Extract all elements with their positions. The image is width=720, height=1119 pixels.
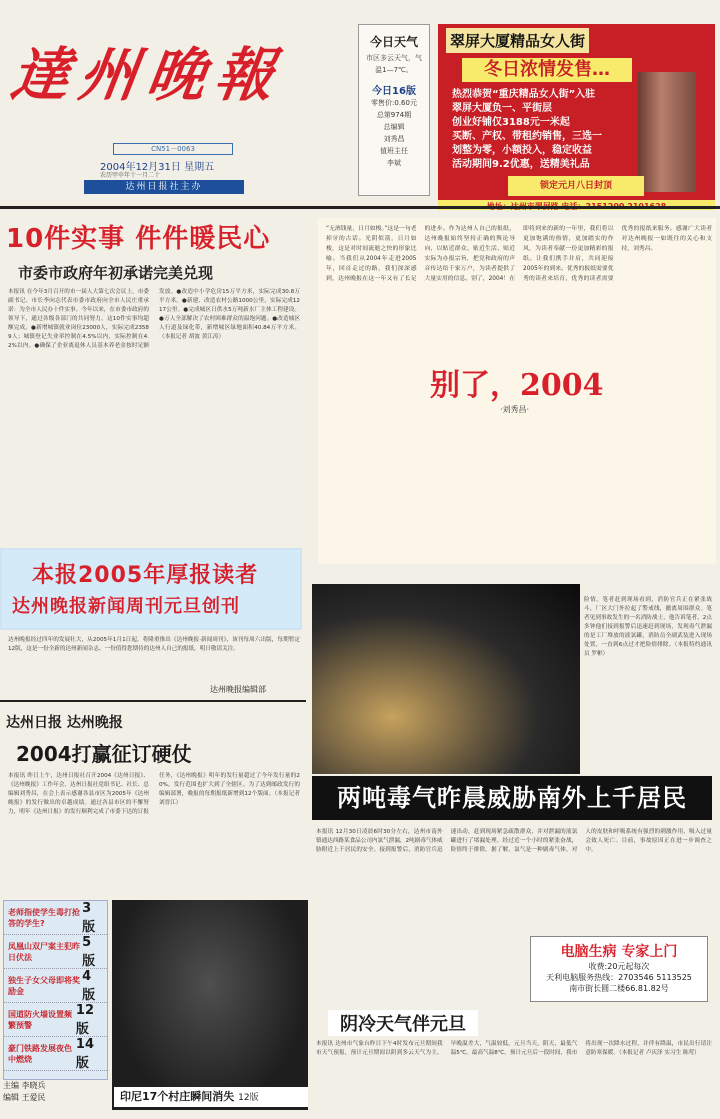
lead-headline[interactable]: 10件实事 件件暖民心 xyxy=(6,224,271,254)
promo-banner[interactable] xyxy=(0,548,302,630)
ad-item: 翠屏大厦负一、平街层 xyxy=(452,103,552,114)
ad-promo: 锁定元月八日封顶 xyxy=(508,176,644,196)
subscribe-kicker: 达州日报 达州晚报 xyxy=(6,715,123,731)
lunar-date: 农历甲申年十一月二十 xyxy=(100,172,161,179)
subscribe-body: 本报讯 昨日上午，达州日报社召开2004《达州日报》、《达州晚报》工作年会，达州日报社党组书记、社长、总编辑刘秀昌，在会上表示感谢各县市区为2005年《达州晚报》的发行做出的卓越成绩。通过各县市区的不懈努力，明年《达州日报》的发行顺利完成了市委下达的订报任务，《达州晚报》明年的发行量超过了今年发行量的20%，发行范围也扩大到了全辖区。为了达到邮政发行的编辑部署，晚报的每期报纸新增到12个版面。（本报记者 刘晋江） xyxy=(8,773,300,815)
index-row[interactable] xyxy=(4,901,107,935)
ad-subheading: 冬日浓情发售… xyxy=(462,58,632,82)
banner-line1: 本报2005年厚报读者 xyxy=(32,563,259,588)
ad-item: 活动期间9.2优惠，送精美礼品 xyxy=(452,159,590,170)
divider xyxy=(0,206,720,209)
subscribe-headline[interactable]: 2004打赢征订硬仗 xyxy=(16,742,192,766)
ad-item: 买断、产权、带租约销售，三选一 xyxy=(452,131,602,142)
weather-box xyxy=(358,24,430,196)
toxic-body: 本报讯 12月30日凌晨6时30分左右，达州市南外镇通达西路某食品公司内氯气泄漏，2吨剧毒气体威胁附近上千居民的安全。接到报警后，消防官兵迅速出动，赶到现场紧急疏散群众，并对泄漏的液氯罐进行了堵漏处理。经过近一个小时的紧张奋战，险情终于排除。据了解，氯气是一种剧毒气体，对人的皮肤和呼吸系统有强烈的刺激作用，吸入过量会致人死亡。目前，事故原因正在进一步调查之中。 xyxy=(316,829,712,853)
ad-heading: 翠屏大厦精品女人街 xyxy=(446,28,589,53)
ad2-line: 天利电脑服务热线：2703546 5113525 xyxy=(546,973,692,982)
issue-pages: 今日16版 xyxy=(372,86,416,97)
issn-number: CN51－0063 xyxy=(113,143,233,155)
ad2-line: 南市街长圆二楼66.81.82号 xyxy=(569,984,669,993)
toxic-sidebar: 险情。笔者赶到现场看到，消防官兵正在紧张战斗，厂区大门外拉起了警戒线，撤离周围群众。笔者见到事故发生的一名消防战士，他告诉笔者，2点多钟他们接到报警后迅速赶到现场，发现毒气泄漏的是工厂堆放的液氯罐，消防员全副武装进入现场处置，一直到6点过才把险情排除。（本报特约通讯员 罗彬） xyxy=(584,597,712,657)
weather-text: 市区多云天气，气温1—7℃。 xyxy=(366,54,422,74)
index-row[interactable] xyxy=(4,1037,107,1071)
issue-date: 2004年12月31日 星期五 xyxy=(100,162,215,173)
newspaper-logo: 達州晚報 xyxy=(6,41,289,109)
feature-title[interactable]: 别了，2004 xyxy=(430,360,604,404)
computer-repair-ad[interactable] xyxy=(530,936,708,1002)
lead-subhead: 市委市政府年初承诺完美兑现 xyxy=(18,264,214,282)
role-chief: 总编辑 xyxy=(383,123,405,131)
ad-item: 热烈恭贺“重庆精品女人街”入驻 xyxy=(452,89,596,100)
feature-author: ·刘秀昌· xyxy=(500,405,530,414)
mall-advertisement[interactable] xyxy=(438,24,715,210)
page-index xyxy=(3,900,108,1080)
index-page: 4版 xyxy=(82,968,96,1003)
index-page: 12版 xyxy=(75,1002,95,1037)
role-duty: 值班主任 xyxy=(380,147,408,155)
banner-line2: 达州晚报新闻周刊元旦创刊 xyxy=(12,596,240,617)
indonesia-photo[interactable] xyxy=(112,900,308,1110)
editor-name: 主编 李晓兵 xyxy=(3,1081,46,1090)
lead-body: 本报讯 在今年3月召开的市一届人大第七次会议上，市委副书记、市长李向志代表市委市政府向全市人民庄重承诺：为全市人民办十件实事。今年以来，在市委市政府的领导下，通过各级各部门的共同努力，这10件实事均超额完成。●新增城镇就业岗位23000人，实际完成23589人；城镇登记失业率控制在4.5%以内，实际控制在4.2%以内。●确保了企业离退休人员基本养老金按时足额发放。●改造中小学危房15万平方米，实际完成30.8万平方米。●新建、改造农村公路1000公里，实际完成1217公里。●完成城区日供水5万吨新水厂主体工程建设。●万人全部解决了农村困难群众的温饱问题。●改造城区人行道及绿化带，新增城区绿地面积40.84万平方米。（本报记者 胡波 黄江涛） xyxy=(8,289,300,349)
weather-title: 今日天气 xyxy=(369,35,418,49)
index-label: 独生子女父母即将奖励金 xyxy=(8,975,80,996)
editors xyxy=(3,1080,46,1104)
index-label: 凤凰山双尸案主犯昨日伏法 xyxy=(8,941,80,962)
index-label: 老师指使学生毒打抢答的学生? xyxy=(8,907,80,928)
divider xyxy=(0,700,306,702)
serial-number: 总第974期 xyxy=(376,111,412,119)
index-row[interactable] xyxy=(4,935,107,969)
editor-name: 编辑 王爱民 xyxy=(3,1093,46,1102)
index-label: 国道防火墙设置频繁预警 xyxy=(8,1009,72,1030)
caption-text: 印尼17个村庄瞬间消失 xyxy=(120,1090,235,1103)
toxic-headline[interactable]: 两吨毒气昨晨威胁南外上千居民 xyxy=(312,776,712,820)
building-image xyxy=(638,72,696,192)
index-page: 5版 xyxy=(82,934,96,969)
firefighter-photo[interactable] xyxy=(312,584,580,774)
index-page: 3版 xyxy=(82,900,96,935)
role-chief-name: 刘秀昌 xyxy=(383,135,405,143)
index-row[interactable] xyxy=(4,1003,107,1037)
index-page: 14版 xyxy=(75,1036,95,1071)
caption-page: 12版 xyxy=(238,1093,259,1103)
index-row[interactable] xyxy=(4,969,107,1003)
cold-body: 本报讯 达州市气象台昨日下午4时发布元旦期间我市天气预报，预计元旦期间以阴到多云天气为主，早晚温差大，气温较低。元旦当天，阴天，最低气温5℃，最高气温8℃。预计元旦后一段时间，我市将出现一次降水过程，并伴有降温，市民出行请注意防寒保暖。（本报记者 卢庆泽 实习生 陈莺） xyxy=(316,1041,712,1056)
banner-signature: 达州晚报编辑部 xyxy=(210,685,266,694)
ad-item: 创业好铺仅3188元一米起 xyxy=(452,117,570,128)
ad-list xyxy=(452,88,602,172)
role-duty-name: 李斌 xyxy=(387,159,401,167)
ad-item: 划整为零，小额投入，稳定收益 xyxy=(452,145,592,156)
ad2-line: 收费:20元起每次 xyxy=(588,962,650,971)
index-label: 豪门铁路发展夜色中燃烧 xyxy=(8,1043,72,1064)
ad2-title: 电脑生病 专家上门 xyxy=(560,944,678,960)
photo-caption xyxy=(114,1087,308,1107)
feature-body: “无酒钱量，日月如梭。”这是一句老掉牙的古话。光阴似箭，日月如梭，这是对时间流逝之快的形象比喻。当我们从2004年走进2005年，回首走过的路，我们深深感到，达州晚报在这一年又有了长足的进步。作为达州人自己的报纸，达州晚报始终坚持正确的舆论导向，以贴近群众、贴近生活、贴近实际为办报宗旨，把党和政府的声音传达给千家万户，为读者提供了大量实用的信息。别了，2004！在即将到来的新的一年里，我们将以更加饱满的热情，更加踏实的作风，为读者奉献一份更加精彩的报纸。让我们携手并肩，共同迎接2005年的到来。优秀的报纸需要优秀的读者来培育，优秀的读者需要优秀的报纸来服务。感谢广大读者对达州晚报一如既往的关心和支持，刘秀昌。 xyxy=(326,226,712,282)
banner-note: 达州晚报经过四年的发展壮大，从2005年1月1日起，将隆重推出《达州晚报·新闻周刊》，该刊每周六出版，每期暂定12版，这是一份全新的达州新闻杂志，一份值得您期待的达州人自己的报纸。明日敬请关注。 xyxy=(8,637,300,652)
cold-headline[interactable]: 阴冷天气伴元旦 xyxy=(328,1010,478,1036)
price: 零售价:0.60元 xyxy=(371,99,417,107)
publisher-bar: 达州日报社主办 xyxy=(84,180,244,194)
